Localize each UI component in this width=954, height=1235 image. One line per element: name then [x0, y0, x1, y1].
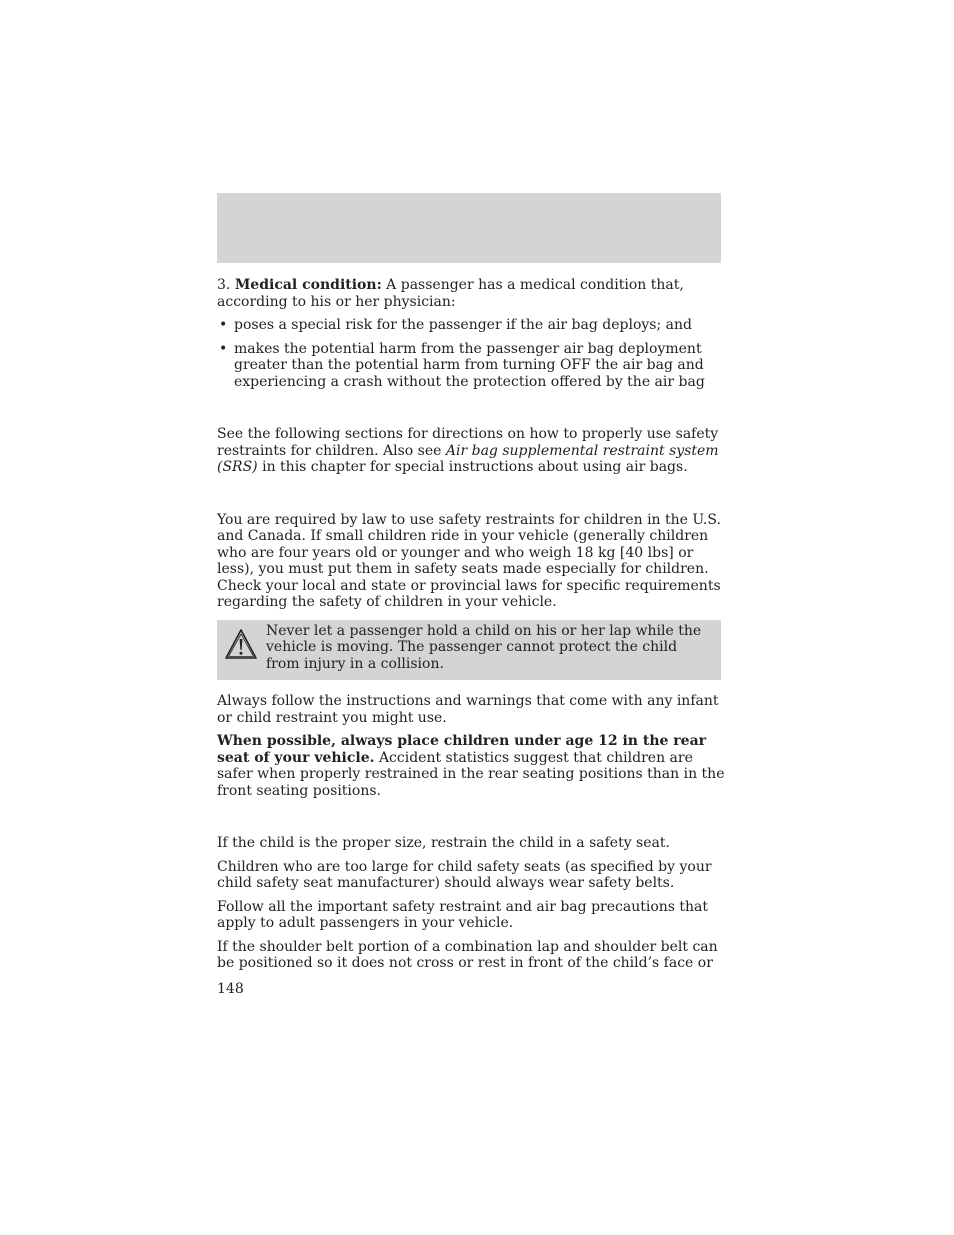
shoulder-belt-paragraph: If the shoulder belt portion of a combination lap and shoulder belt can be positioned so it does not cross or rest in front of the child’s face or: [217, 938, 718, 971]
list-item: • makes the potential harm from the passenger air bag deployment greater than the potential harm from turning OFF the air bag and experiencing a crash without the protection offered by the air bag: [219, 340, 705, 390]
item-number: 3.: [217, 277, 231, 293]
warning-triangle-icon: [224, 627, 258, 661]
page-number: 148: [217, 981, 244, 997]
too-large-paragraph: Children who are too large for child safety seats (as specified by your child safety seat manufacturer) should always wear safety belts.: [217, 858, 712, 891]
srs-reference: Air bag supplemental restraint system (SRS): [217, 442, 719, 475]
condition-bullets: [217, 317, 725, 390]
law-paragraph: You are required by law to use safety restraints for children in the U.S. and Canada. If small children ride in your vehicle (generally children who are four years old or younger and who weigh 18 kg [40 lbs] or less), you must put them in safety seats made especially for children. Check your local and state or provincial laws for specific requirements regarding the safety of children in your vehicle.: [217, 511, 721, 610]
bullet-icon: •: [219, 340, 228, 357]
header-band: [217, 193, 721, 263]
bullet-icon: •: [219, 317, 228, 333]
list-item: • poses a special risk for the passenger if the air bag deploys; and: [219, 317, 692, 333]
proper-size-paragraph: If the child is the proper size, restrain the child in a safety seat.: [217, 835, 670, 851]
directions-paragraph: See the following sections for directions on how to properly use safety restraints for children. Also see Air bag supplemental restraint system (SRS) in this chapter for special instructions about using air bags.: [217, 426, 719, 475]
item-label: Medical condition:: [234, 277, 382, 293]
rear-seat-paragraph: When possible, always place children under age 12 in the rear seat of your vehicle. Accident statistics suggest that children are safer when properly restrained in the rear seating positions than in the front seating positions.: [217, 733, 725, 799]
warning-box: [217, 620, 721, 681]
item-text: A passenger has a medical condition that, according to his or her physician:: [217, 277, 684, 310]
medical-condition-paragraph: [217, 277, 725, 310]
warning-text: Never let a passenger hold a child on his or her lap while the vehicle is moving. The passenger cannot protect the child from injury in a collision.: [266, 622, 702, 672]
follow-instructions-paragraph: Always follow the instructions and warnings that come with any infant or child restraint you might use.: [217, 693, 719, 726]
follow-precautions-paragraph: Follow all the important safety restraint and air bag precautions that apply to adult passengers in your vehicle.: [217, 898, 709, 931]
page-content: [217, 277, 725, 972]
